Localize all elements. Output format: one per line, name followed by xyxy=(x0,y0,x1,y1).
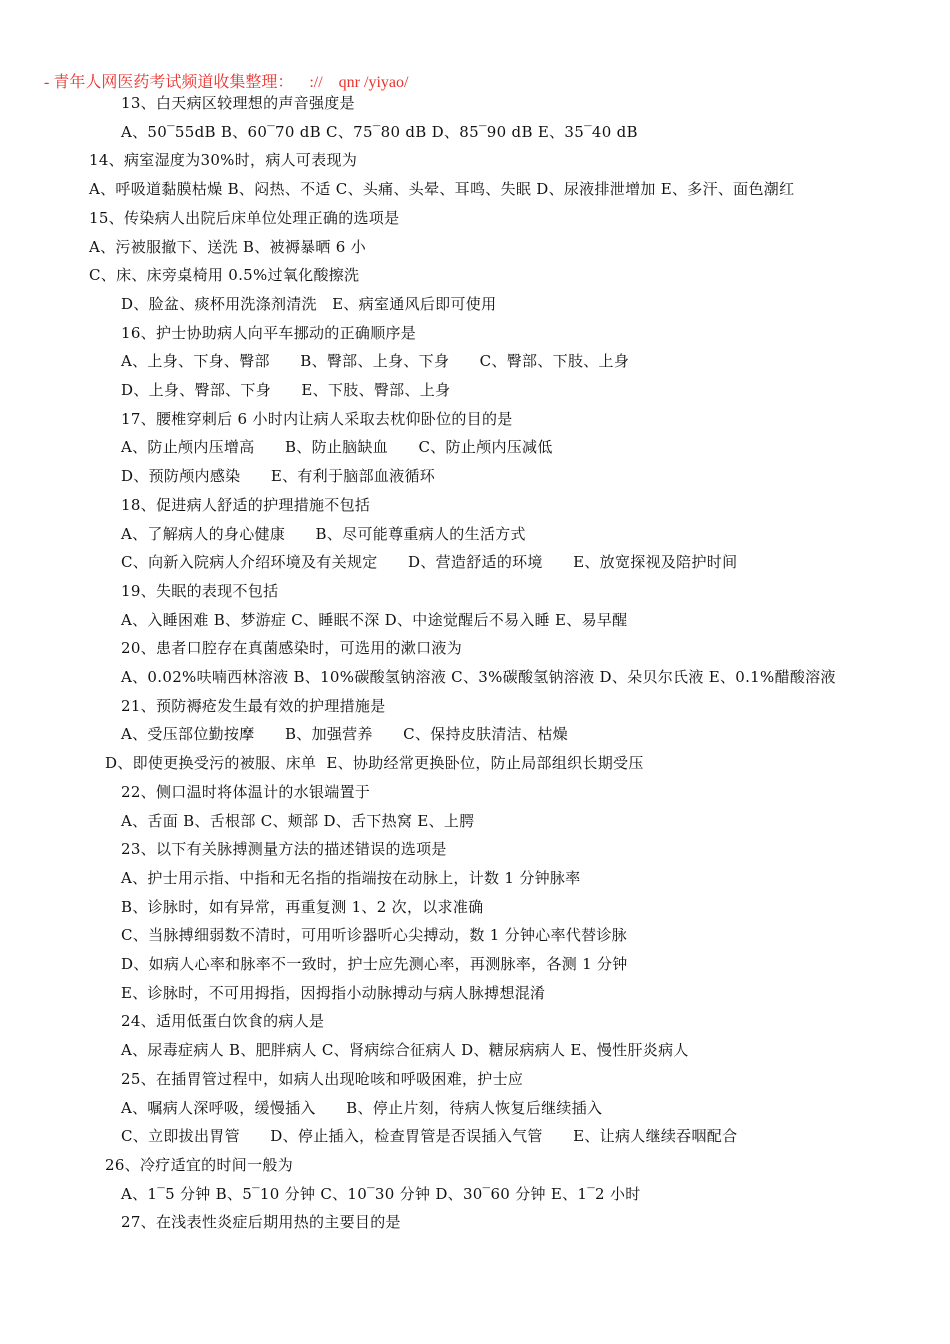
text-line: 19、失眠的表现不包括 xyxy=(121,581,279,600)
text-line: D、如病人心率和脉率不一致时，护士应先测心率，再测脉率，各测 1 分钟 xyxy=(121,955,628,973)
text-line: 20、患者口腔存在真菌感染时，可选用的漱口液为 xyxy=(121,639,462,658)
text-line: E、诊脉时，不可用拇指，因拇指小动脉搏动与病人脉搏想混淆 xyxy=(121,983,546,1002)
text-line: D、预防颅内感染 E、有利于脑部血液循环 xyxy=(121,467,436,486)
text-line: C、向新入院病人介绍环境及有关规定 D、营造舒适的环境 E、放宽探视及陪护时间 xyxy=(121,553,738,572)
text-line: 17、腰椎穿刺后 6 小时内让病人采取去枕仰卧位的目的是 xyxy=(121,409,513,428)
text-line: 18、促进病人舒适的护理措施不包括 xyxy=(121,495,371,514)
text-line: A、了解病人的身心健康 B、尽可能尊重病人的生活方式 xyxy=(121,524,526,543)
text-line: A、污被服撤下、送洗 B、被褥暴晒 6 小 xyxy=(89,237,367,256)
text-line: A、护士用示指、中指和无名指的指端按在动脉上，计数 1 分钟脉率 xyxy=(121,868,581,887)
text-line: 15、传染病人出院后床单位处理正确的选项是 xyxy=(89,208,400,227)
text-line: 26、冷疗适宜的时间一般为 xyxy=(105,1155,293,1174)
source-header: - 青年人网医药考试频道收集整理： :// qnr /yiyao/ xyxy=(44,74,409,91)
text-line: A、0.02%呋喃西林溶液 B、10%碳酸氢钠溶液 C、3%碳酸氢钠溶液 D、朵贝尔氏液 E、0.1%醋酸溶液 xyxy=(121,668,836,686)
text-line: 13、白天病区较理想的声音强度是 xyxy=(121,94,355,112)
text-line: A、1‾5 分钟 B、5‾10 分钟 C、10‾30 分钟 D、30‾60 分钟 E、1‾2 小时 xyxy=(121,1184,641,1203)
text-line: 27、在浅表性炎症后期用热的主要目的是 xyxy=(121,1213,401,1232)
text-line: D、即使更换受污的被服、床单 E、协助经常更换卧位，防止局部组织长期受压 xyxy=(105,754,644,773)
text-line: C、当脉搏细弱数不清时，可用听诊器听心尖搏动，数 1 分钟心率代替诊脉 xyxy=(121,926,628,945)
text-line: 25、在插胃管过程中，如病人出现呛咳和呼吸困难，护士应 xyxy=(121,1069,524,1088)
text-line: A、舌面 B、舌根部 C、颊部 D、舌下热窝 E、上腭 xyxy=(121,811,475,830)
text-line: A、嘱病人深呼吸，缓慢插入 B、停止片刻，待病人恢复后继续插入 xyxy=(121,1098,603,1117)
text-line: C、立即拔出胃管 D、停止插入，检查胃管是否误插入气管 E、让病人继续吞咽配合 xyxy=(121,1127,738,1146)
text-line: 22、侧口温时将体温计的水银端置于 xyxy=(121,782,371,801)
text-line: 24、适用低蛋白饮食的病人是 xyxy=(121,1012,325,1031)
text-line: A、入睡困难 B、梦游症 C、睡眠不深 D、中途觉醒后不易入睡 E、易早醒 xyxy=(121,610,628,629)
text-line: B、诊脉时，如有异常，再重复测 1、2 次，以求准确 xyxy=(121,897,484,916)
text-line: 14、病室湿度为30%时，病人可表现为 xyxy=(89,151,358,170)
text-line: C、床、床旁桌椅用 0.5%过氧化酸擦洗 xyxy=(89,266,360,285)
text-line: A、防止颅内压增高 B、防止脑缺血 C、防止颅内压减低 xyxy=(121,438,553,457)
text-line: A、呼吸道黏膜枯燥 B、闷热、不适 C、头痛、头晕、耳鸣、失眠 D、尿液排泄增加 E、多汗、面色潮红 xyxy=(89,180,795,199)
text-line: D、脸盆、痰杯用洗涤剂清洗 E、病室通风后即可使用 xyxy=(121,294,497,313)
text-line: A、尿毒症病人 B、肥胖病人 C、肾病综合征病人 D、糖尿病病人 E、慢性肝炎病人 xyxy=(121,1041,689,1060)
text-line: 16、护士协助病人向平车挪动的正确顺序是 xyxy=(121,323,417,342)
text-line: 23、以下有关脉搏测量方法的描述错误的选项是 xyxy=(121,840,447,859)
text-line: A、50‾55dB B、60‾70 dB C、75‾80 dB D、85‾90 dB E、35‾40 dB xyxy=(121,122,638,141)
text-line: A、受压部位勤按摩 B、加强营养 C、保持皮肤清洁、枯燥 xyxy=(121,725,568,744)
text-line: D、上身、臀部、下身 E、下肢、臀部、上身 xyxy=(121,381,451,399)
text-line: A、上身、下身、臀部 B、臀部、上身、下身 C、臀部、下肢、上身 xyxy=(121,352,630,371)
text-line: 21、预防褥疮发生最有效的护理措施是 xyxy=(121,696,386,715)
